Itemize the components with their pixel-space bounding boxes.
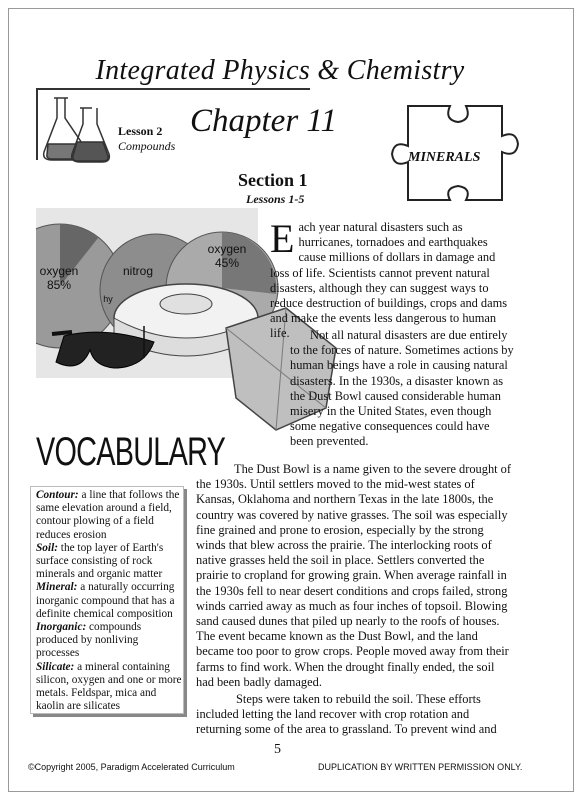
flask-icon [40,92,116,168]
lesson-name: Compounds [118,139,176,153]
paragraph [196,462,514,690]
vocab-definition: a naturally occurring inorganic compound that has a definite chemical composition [36,581,175,620]
vocab-item [36,621,184,661]
vocab-definition: a mineral containing silicon, oxygen and one or more metals. Feldspar, mica and kaolin are silicates [36,660,182,713]
vocabulary-title: VOCABULARY [36,430,226,474]
vocab-term: Mineral: [36,581,78,594]
section-title: Section 1 [238,170,308,190]
permission-notice: DUPLICATION BY WRITTEN PERMISSION ONLY. [318,762,523,772]
paragraph [290,328,514,450]
vocab-item [36,661,184,714]
copyright-notice: ©Copyright 2005, Paradigm Accelerated Curriculum [28,762,235,772]
paragraph-text: Steps were taken to rebuild the soil. These efforts included letting the land recover with crop rotation and returning some of the area to grassland. To prevent wind and [196,692,497,737]
paragraph [196,692,514,738]
vocab-definition: a line that follows the same elevation around a field, contour plowing of a field reduces erosion [36,489,180,541]
crucible-knob [160,294,212,314]
sunglasses-arm [52,332,72,334]
chapter-title: Chapter 11 [190,103,337,139]
vocab-term: Inorganic: [36,621,87,634]
topic-label: MINERALS [408,150,481,165]
drop-cap: E [270,216,295,261]
vocab-term: Soil: [36,541,58,554]
lessons-range: Lessons 1-5 [246,192,305,206]
figure-label: hy [103,294,113,304]
paragraph-text: The Dust Bowl is a name given to the severe drought of the 1930s. Until settlers moved to the mid-west states of Kansas, Oklahoma and northern Texas in the late 1800s, the country was covered by native grasses. The soil was especially fine grained and prone to erosion, especially by the strong winds that blew across the prairie. The interlocking roots of native grasses held the soil in place. Settlers converted the prairie to cropland for growing grain. When average rainfall in the 1930s fell to near desert conditions and crops failed, strong winds carried away as much as four inches of topsoil. Blowing sand caused dunes that piled up nearly to the roofs of houses. The event became known as the Dust Bowl, and the land became too poor to grow crops. People moved away from their farms to find work. When the drought finally ended, the soil had been badly damaged. [196,462,512,689]
page-number: 5 [274,742,281,757]
paragraph-text: ach year natural disasters such as hurricanes, tornadoes and earthquakes cause millions of dollars in damage and loss of life. Scientists cannot prevent natural disasters, although they can suggest ways to reduce destruction of buildings, crops and dams and make the events less dangerous to human life. [270,220,508,341]
vocabulary-list [36,489,184,713]
figure-label: oxygen 45% [207,242,247,270]
lesson-number: Lesson 2 [118,124,163,138]
vocab-definition: the top layer of Earth's surface consisting of rock minerals and organic matter [36,541,164,581]
figure-label: nitrog [122,264,154,278]
vocab-term: Silicate: [36,660,75,673]
vocab-definition: compounds produced by nonliving processes [36,621,142,660]
paragraph-text: Not all natural disasters are due entirely to the forces of nature. Sometimes actions by human beings have a role in causing natural disasters. In the 1930s, a disaster known as the Dust Bowl caused considerable human misery in the United States, even though some negative consequences could have been prevented. [290,328,514,449]
vocab-item [36,581,184,621]
vocab-item [36,542,184,582]
vocab-item [36,489,184,542]
intro-paragraph [270,216,514,342]
vocab-term: Contour: [36,489,79,501]
series-title: Integrated Physics & Chemistry [95,55,465,86]
figure-label: oxygen 85% [39,264,79,292]
